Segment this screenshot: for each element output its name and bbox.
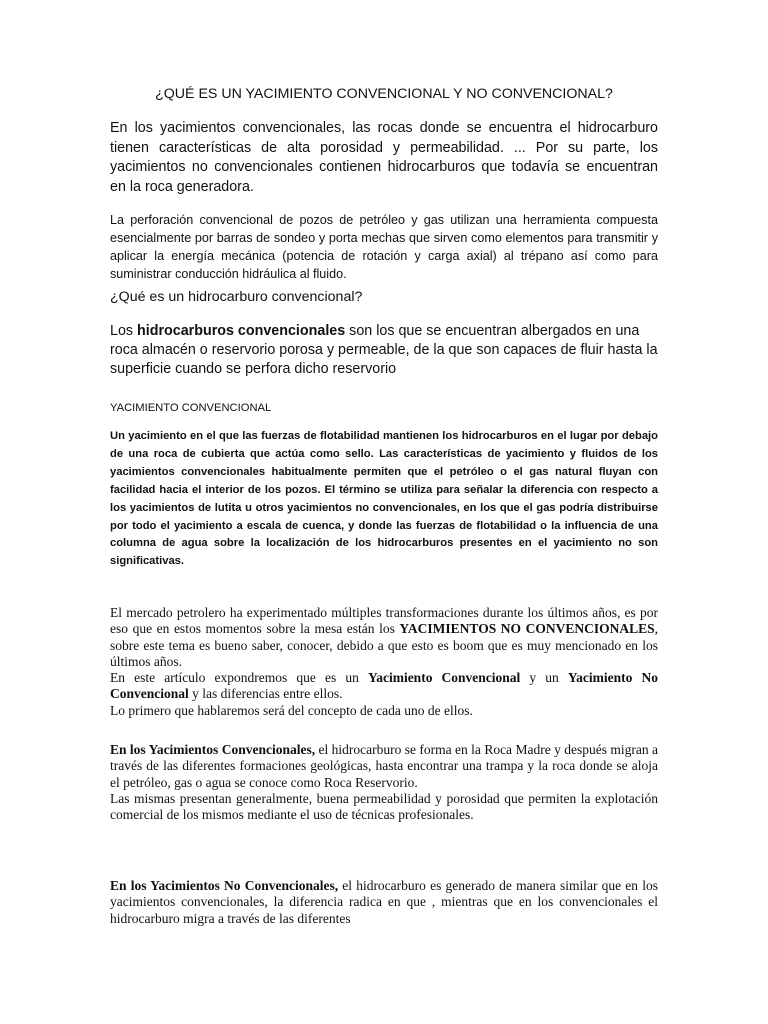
drilling-paragraph: La perforación convencional de pozos de petróleo y gas utilizan una herramienta compuesta esencialmente por barras de sondeo y porta mechas que sirven como elementos para transmitir y aplicar la energía mecánica (potencia de rotación y carga axial) al trépano así como para suministrar conducción hidráulica al fluido.	[110, 213, 658, 281]
answer-lead: Los	[110, 323, 138, 339]
conventional-text-2: Las mismas presentan generalmente, buena permeabilidad y porosidad que permiten la explotación comercial de los mismos mediante el uso de técnicas profesionales.	[110, 790, 658, 823]
market-paragraph	[110, 605, 658, 719]
answer-rest: son los que se encuentran albergados en una roca almacén o reservorio porosa y permeable, de la que son capaces de fluir hasta la superficie cuando se perfora dicho reservorio	[110, 323, 658, 377]
question-heading: ¿Qué es un hidrocarburo convencional?	[110, 289, 363, 305]
conventional-paragraph: En los Yacimientos Convencionales, el hidrocarburo se forma en la Roca Madre y después migran a través de las diferentes formaciones geológicas, hasta encontrar una trampa y la roca donde se aloja el petróleo, gas o agua se conoce como Roca Reservorio. Las mismas presentan generalmente, buena permeabilidad y porosidad que permiten la explotación comercial de los mismos mediante el uso de técnicas profesionales.	[110, 742, 659, 823]
intro-paragraph: En los yacimientos convencionales, las rocas donde se encuentra el hidrocarburo tienen características de alta porosidad y permeabilidad. ... Por su parte, los yacimientos no convencionales contienen hidrocarburos que todavía se encuentran en la roca generadora.	[110, 120, 658, 195]
market-line-2: En este artículo expondremos que es un Yacimiento Convencional y un Yacimiento No Convencional y las diferencias entre ellos.	[110, 670, 658, 702]
answer-paragraph	[110, 322, 658, 379]
answer-bold-term: hidrocarburos convencionales	[137, 323, 346, 339]
section-heading: YACIMIENTO CONVENCIONAL	[110, 402, 272, 414]
market-line-3: Lo primero que hablaremos será del concepto de cada uno de ellos.	[110, 702, 473, 718]
market-line-1: El mercado petrolero ha experimentado múltiples transformaciones durante los últimos años, es por eso que en estos momentos sobre la mesa están los YACIMIENTOS NO CONVENCIONALES, sobre este tema es bueno saber, conocer, debido a que esto es boom que es muy mencionado en los últimos años.	[110, 605, 658, 669]
unconventional-paragraph: En los Yacimientos No Convencionales, el hidrocarburo es generado de manera similar que en los yacimientos convencionales, la diferencia radica en que , mientras que en los convencionales el hidrocarburo migra a través de las diferentes	[110, 878, 658, 926]
definition-paragraph: Un yacimiento en el que las fuerzas de flotabilidad mantienen los hidrocarburos en el lugar por debajo de una roca de cubierta que actúa como sello. Las características de yacimiento y fluidos de los yacimientos convencionales habitualmente permiten que el petróleo o el gas natural fluyan con facilidad hacia el interior de los pozos. El término se utiliza para señalar la diferencia con respecto a los yacimientos de lutita u otros yacimientos no convencionales, en los que el gas podría distribuirse por todo el yacimiento a escala de cuenca, y donde las fuerzas de flotabilidad o la influencia de una columna de agua sobre la localización de los hidrocarburos presentes en el yacimiento no son significativas.	[110, 430, 658, 568]
conventional-bold: En los Yacimientos Convencionales,	[110, 742, 316, 757]
unconventional-bold: En los Yacimientos No Convencionales,	[110, 878, 339, 893]
document-title: ¿QUÉ ES UN YACIMIENTO CONVENCIONAL Y NO CONVENCIONAL?	[155, 86, 613, 102]
